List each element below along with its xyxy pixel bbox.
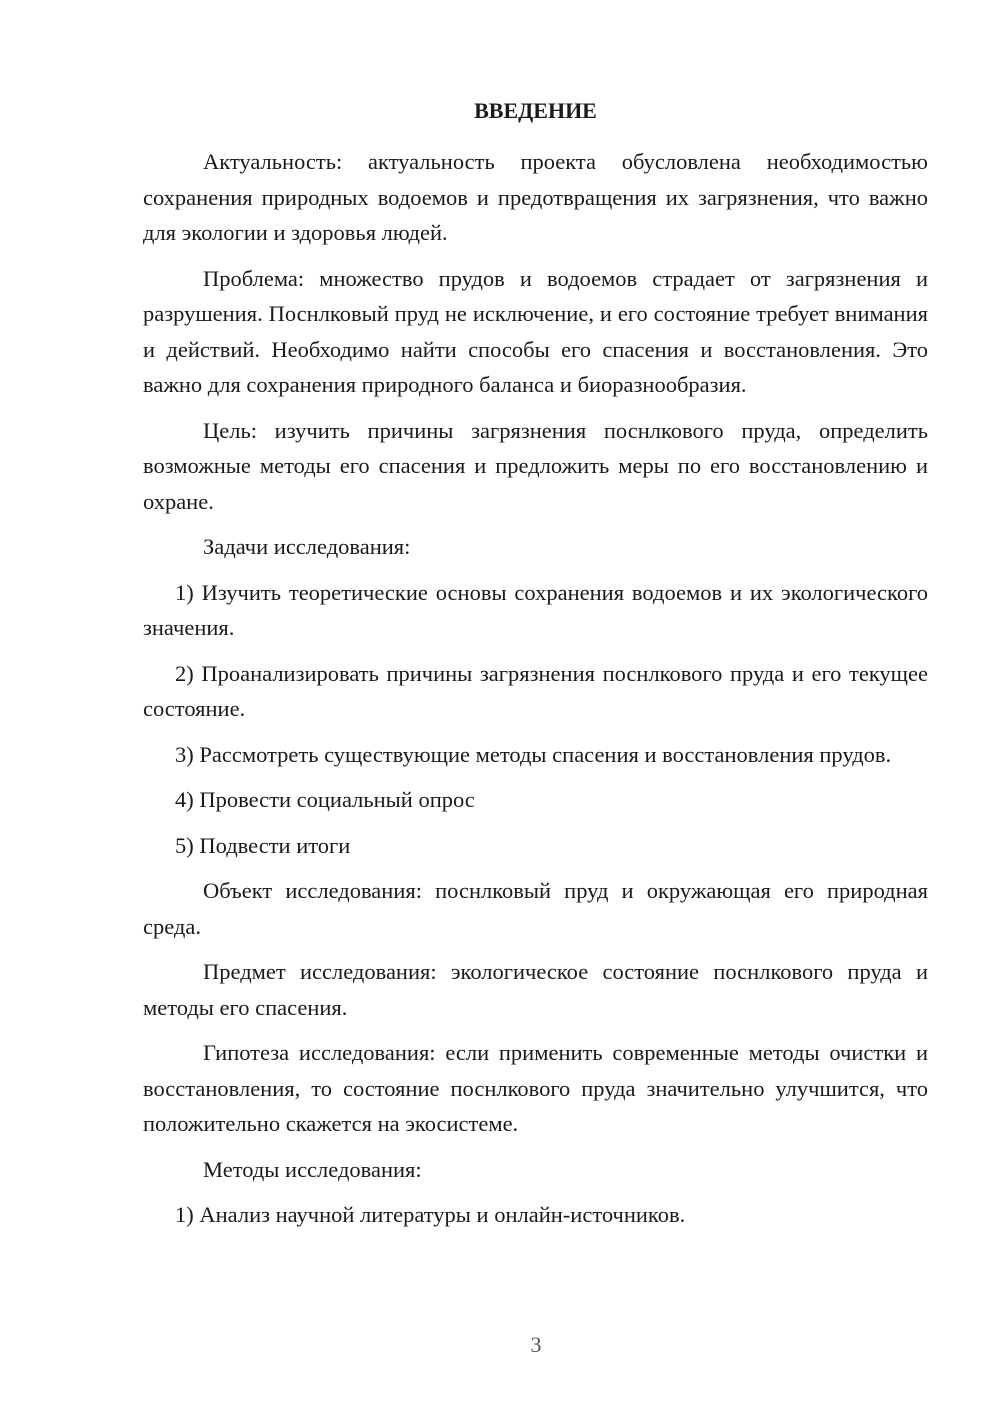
paragraph-problem: Проблема: множество прудов и водоемов страдает от загрязнения и разрушения. Поснлковый пруд не исключение, и его состояние требует внимания и действий. Необходимо найти способы его спасения и восстановления. Это важно для сохранения природного баланса и биоразнообразия. <box>143 265 928 397</box>
paragraph-relevance: Актуальность: актуальность проекта обусловлена необходимостью сохранения природных водоемов и предотвращения их загрязнения, что важно для экологии и здоровья людей. <box>143 149 928 245</box>
task-item-2: 2) Проанализировать причины загрязнения поснлкового пруда и его текущее состояние. <box>143 660 928 721</box>
task-item-1: 1) Изучить теоретические основы сохранения водоемов и их экологического значения. <box>143 579 928 640</box>
page-number: 3 <box>530 1332 542 1357</box>
paragraph-object: Объект исследования: поснлковый пруд и окружающая его природная среда. <box>143 878 928 939</box>
task-item-3: 3) Рассмотреть существующие методы спасения и восстановления прудов. <box>175 741 892 767</box>
page-title: ВВЕДЕНИЕ <box>474 98 597 123</box>
paragraph-subject: Предмет исследования: экологическое состояние поснлкового пруда и методы его спасения. <box>143 959 928 1020</box>
task-item-5: 5) Подвести итоги <box>175 832 351 858</box>
paragraph-goal: Цель: изучить причины загрязнения поснлкового пруда, определить возможные методы его спасения и предложить меры по его восстановлению и охране. <box>143 417 928 514</box>
page-content <box>143 92 928 1243</box>
tasks-heading: Задачи исследования: <box>203 534 411 559</box>
methods-heading: Методы исследования: <box>203 1156 422 1182</box>
paragraph-hypothesis: Гипотеза исследования: если применить современные методы очистки и восстановления, то состояние поснлкового пруда значительно улучшится, что положительно скажется на экосистеме. <box>143 1040 928 1136</box>
task-item-4: 4) Провести социальный опрос <box>175 787 475 812</box>
method-item-1: 1) Анализ научной литературы и онлайн-источников. <box>175 1202 686 1227</box>
